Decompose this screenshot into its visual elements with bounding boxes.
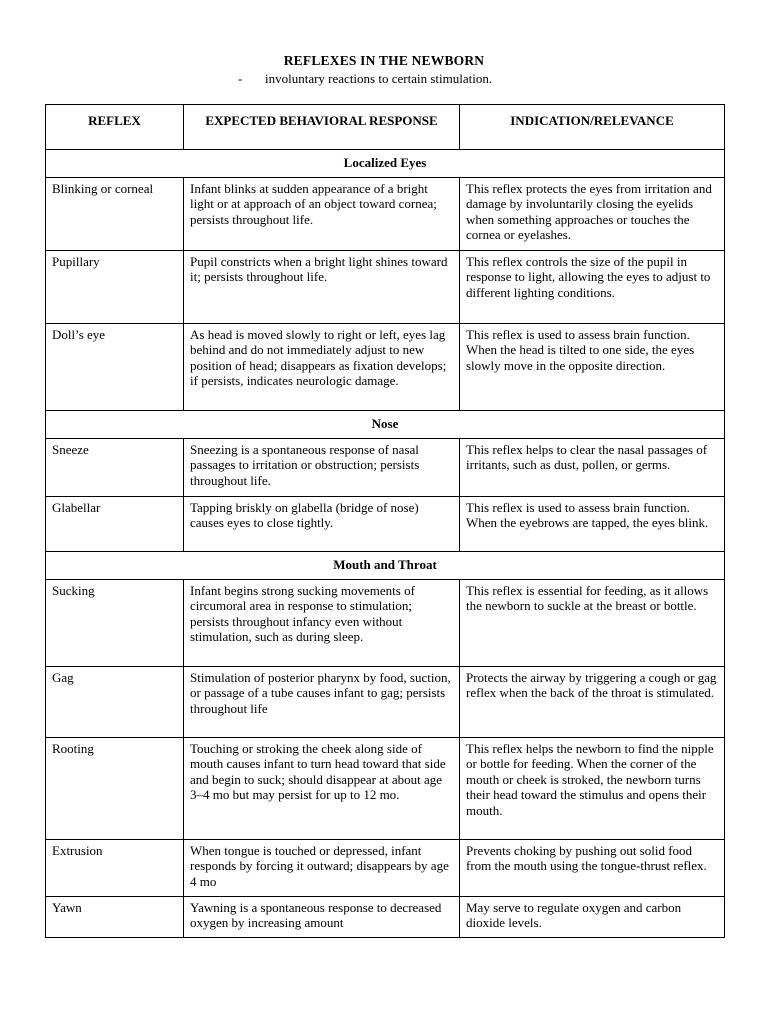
relevance: This reflex controls the size of the pupil in response to light, allowing the eyes to adjust to different lighting conditions. <box>460 251 725 324</box>
table-row <box>46 251 725 324</box>
table-row <box>46 738 725 840</box>
reflex-name: Extrusion <box>46 840 184 897</box>
expected-response: Infant begins strong sucking movements of circumoral area in response to stimulation; persists throughout infancy even without stimulation, such as during sleep. <box>184 580 460 667</box>
header-indication-relevance: INDICATION/RELEVANCE <box>460 105 725 150</box>
table-header-row <box>46 105 725 150</box>
reflex-name: Blinking or corneal <box>46 178 184 251</box>
section-row <box>46 411 725 439</box>
expected-response: Tapping briskly on glabella (bridge of nose) causes eyes to close tightly. <box>184 497 460 552</box>
relevance: This reflex is used to assess brain function. When the eyebrows are tapped, the eyes blink. <box>460 497 725 552</box>
reflex-name: Sucking <box>46 580 184 667</box>
relevance: This reflex helps to clear the nasal passages of irritants, such as dust, pollen, or germs. <box>460 439 725 497</box>
reflex-name: Sneeze <box>46 439 184 497</box>
section-title-localized-eyes: Localized Eyes <box>46 150 725 178</box>
expected-response: Yawning is a spontaneous response to decreased oxygen by increasing amount <box>184 897 460 938</box>
relevance: This reflex is essential for feeding, as it allows the newborn to suckle at the breast or bottle. <box>460 580 725 667</box>
section-title-nose: Nose <box>46 411 725 439</box>
table-row <box>46 497 725 552</box>
table-row <box>46 840 725 897</box>
reflex-name: Yawn <box>46 897 184 938</box>
subtitle-bullet: - <box>238 71 243 86</box>
section-row <box>46 150 725 178</box>
table-row <box>46 439 725 497</box>
relevance: This reflex protects the eyes from irritation and damage by involuntarily closing the eyelids when something approaches or touches the cornea or eyelashes. <box>460 178 725 251</box>
relevance: Prevents choking by pushing out solid food from the mouth using the tongue-thrust reflex. <box>460 840 725 897</box>
relevance: This reflex helps the newborn to find the nipple or bottle for feeding. When the corner of the mouth or cheek is stroked, the newborn turns their head toward the stimulus and opens their mouth. <box>460 738 725 840</box>
expected-response: As head is moved slowly to right or left, eyes lag behind and do not immediately adjust to new position of head; disappears as fixation develops; if persists, indicates neurologic damage. <box>184 324 460 411</box>
header-expected-response: EXPECTED BEHAVIORAL RESPONSE <box>184 105 460 150</box>
subtitle-text: involuntary reactions to certain stimulation. <box>265 71 493 86</box>
relevance: Protects the airway by triggering a cough or gag reflex when the back of the throat is stimulated. <box>460 667 725 738</box>
reflex-name: Glabellar <box>46 497 184 552</box>
section-title-mouth-and-throat: Mouth and Throat <box>46 552 725 580</box>
reflex-name: Gag <box>46 667 184 738</box>
document-title: REFLEXES IN THE NEWBORN <box>283 53 485 68</box>
reflex-name: Pupillary <box>46 251 184 324</box>
expected-response: Sneezing is a spontaneous response of nasal passages to irritation or obstruction; persists throughout life. <box>184 439 460 497</box>
relevance: This reflex is used to assess brain function. When the head is tilted to one side, the eyes slowly move in the opposite direction. <box>460 324 725 411</box>
section-row <box>46 552 725 580</box>
expected-response: Pupil constricts when a bright light shines toward it; persists throughout life. <box>184 251 460 324</box>
document-subtitle <box>238 71 492 87</box>
table-row <box>46 324 725 411</box>
table-row <box>46 667 725 738</box>
expected-response: Stimulation of posterior pharynx by food, suction, or passage of a tube causes infant to gag; persists throughout life <box>184 667 460 738</box>
expected-response: When tongue is touched or depressed, infant responds by forcing it outward; disappears by age 4 mo <box>184 840 460 897</box>
table-row <box>46 897 725 938</box>
reflex-table <box>45 104 725 938</box>
header-reflex: REFLEX <box>46 105 184 150</box>
table-row <box>46 178 725 251</box>
relevance: May serve to regulate oxygen and carbon dioxide levels. <box>460 897 725 938</box>
expected-response: Infant blinks at sudden appearance of a bright light or at approach of an object toward cornea; persists throughout life. <box>184 178 460 251</box>
expected-response: Touching or stroking the cheek along side of mouth causes infant to turn head toward that side and begin to suck; should disappear at about age 3–4 mo but may persist for up to 12 mo. <box>184 738 460 840</box>
reflex-name: Doll’s eye <box>46 324 184 411</box>
reflex-name: Rooting <box>46 738 184 840</box>
table-row <box>46 580 725 667</box>
